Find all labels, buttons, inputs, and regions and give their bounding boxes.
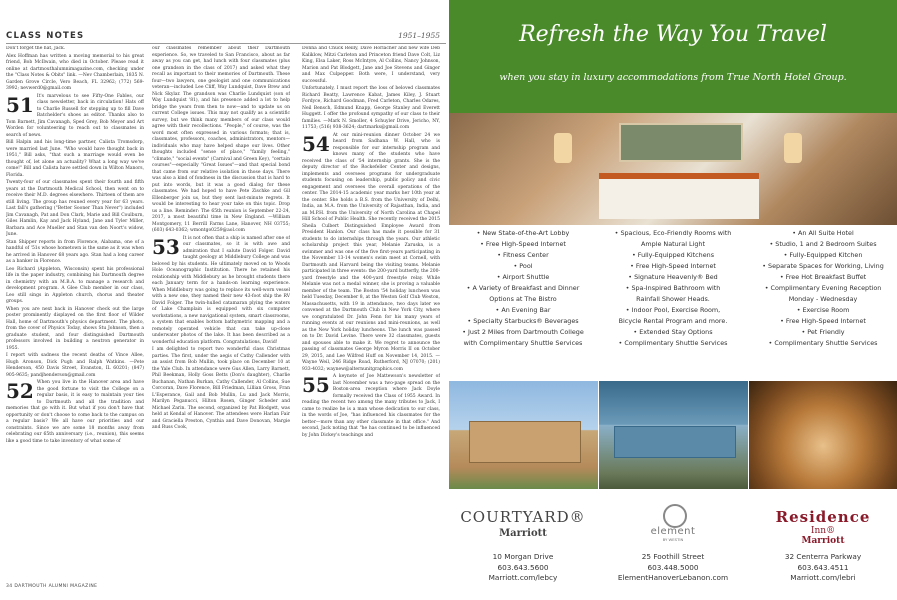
ad-subhead: when you stay in luxury accommodations from True North Hotel Group. <box>499 72 847 83</box>
courtyard-phone: 603.643.5600 <box>497 562 549 572</box>
amenity-line: • Separate Spaces for Working, Living <box>762 262 884 270</box>
amenity-line: Monday - Wednesday <box>788 295 858 303</box>
residence-inn-logo: Residence Inn® Marriott <box>775 508 871 546</box>
element-pool-photo <box>599 381 748 489</box>
amenity-line: • Fully-Equipped Kitchens <box>631 251 715 259</box>
element-phone: 603.448.5000 <box>647 562 699 572</box>
note-text: Alex Hoffman has written a moving memorial to his great friend, Bob McIlwain, who died in October. Please read it online at dartmouthalumnimagazine.com, checking under the "Class Notes & Obits" link. —Nev Chamberlain, 1835 N. Garden Grove Circle, Vero Beach, FL 32962; (772) 569-3992; nevwerd0@gmail.com <box>6 53 144 91</box>
amenity-line: • An Evening Bar <box>495 306 551 314</box>
note-paragraph <box>302 86 440 132</box>
element-mark-icon <box>663 504 687 528</box>
lamp-right <box>784 133 802 163</box>
notes-column-2 <box>152 46 290 581</box>
class-year-number: 52 <box>6 379 34 403</box>
amenity-line: • Spa-Inspired Bathroom with <box>625 284 721 292</box>
amenities-element <box>599 228 747 349</box>
amenities-residence-inn <box>749 228 897 349</box>
ad-banner <box>449 0 897 113</box>
note-text: I am delighted to report two wonderful class Christmas parties. The first, under the aegis of Cathy Callender with an assist from Bob Mullin, took place on December 10 at the Yale Club. In attendance were Gus Allen, Larry Barnett, Phil Beekman, Holly Goss Betts (Don's daughter), Charlie Buchanan, Nathan Burkan, Cathy Callender, Al Collins, Sue Corcoran, Dave Florence, Bill Friedman, Lillian Gross, Fran L'Esperance, Gail and Bob Mullin, Lu and Jack Morris, Marilyn Peganucci, Hilton Rosen, Ginger Scheder and Michael Zarin. The second, organized by Pat Blodgett, was held at Kendal of Hanover. The attendees were Harlan Fair and Graciella Preston, Cynthia and Dave Donovan, Margie and Russ Cook, <box>152 347 290 430</box>
section-title: CLASS NOTES <box>6 31 85 41</box>
amenity-line: • Fully-Equipped Kitchen <box>783 251 863 259</box>
note-paragraph <box>6 46 144 53</box>
note-paragraph <box>6 180 144 239</box>
residence-inn-contact <box>749 552 897 584</box>
note-paragraph <box>152 347 290 432</box>
note-paragraph <box>302 46 440 85</box>
class-entry <box>302 133 440 374</box>
amenity-line: • New State-of-the-Art Lobby <box>476 229 570 237</box>
note-text: Don't forget the hat, Jack. <box>6 46 66 51</box>
note-paragraph <box>6 267 144 306</box>
amenity-line: Options at The Bistro <box>489 295 557 303</box>
residence-inn-address: 32 Centerra Parkway <box>784 552 862 561</box>
residence-inn-phone: 603.643.4511 <box>797 562 849 572</box>
class-year-number: 51 <box>6 92 34 117</box>
note-text: Unfortunately, I must report the loss of beloved classmates Richard Beatty, Lawrence Kabat, James Kiley, J. Stuart Fordyce, Richard Goodman, Fred Carleton, Charles Odares, Neil Bensch, Edmund Knapp, George Stanley and Everett Huggett. I offer the profound sympathy of our class to their families. —Mark N. Smoller, 4 Schuyler Drive, Jericho, NY, 11753; (516) 938-3624; dartmarks@gmail.com <box>302 86 440 130</box>
notes-column-3 <box>302 46 440 581</box>
amenity-line: • Free High-Speed Internet <box>630 262 716 270</box>
note-paragraph <box>6 353 144 379</box>
note-text: Stan Shipper reports in from Florence, Alabama, one of a handful of '51s whose hometown is the same as it was when he arrived in Hanover 68 years ago. Stan had a long career as a banker in Florence. <box>6 239 144 264</box>
note-text: Twenty-four of our classmates spent their fourth and fifth years at the Dartmouth Medical School, then went on to receive their M.D. degrees elsewhere. Thirteen of them are still living. The group has reuned every year for 63 years. Last fall's gathering ("Better Sooner Than Never") included Jim Cavanagh, Pat and Don Clark, Marie and Bill Coulburn, Giles Hamlin, Kay and Jack Hyland, Jane and Tyler Miller, Barbara and Ace Mueller and Stan van den Noort's widow, June. <box>6 180 144 237</box>
note-text: At our mini-reunion dinner October 24 we heard from Sadhana W. Hall, who is responsible for our internship program and knows many of the students who have received the class of '54 internship grants. She is the deputy director of the Rockefeller Center and designs, implements and oversees programs for undergraduate students focusing on leadership, public policy and civic engagement and oversees the overall operations of the center. The 2014-15 academic year marks her 10th year at the center. She holds a B.S. from the University of Delhi, India, an M.A. from the University of Rajasthan, India, and an M.P.H. from the University of North Carolina at Chapel Hill School of Public Health. She recently received the 2015 Sheila Culbert Distinguished Employee Award from President Hanlon. Our class has made it possible for 31 students to do internships through the years. Our athletic scholarship project this year, Melanie Zaruska, is a swimmer and was one of the five first-years participating in the November 13-14 women's swim meet at Cornell, with Dartmouth and Harvard being the visiting teams. Melanie participated in three events: the 200-yard butterfly, the 200-yard freestyle and the 400-yard freestyle relay. While Melanie was not a medal winner, she is proving a valuable member of the team. The Boston '54 holiday luncheon was held Tuesday, December 8, at the Weston Golf Club Weston, Massachusetts, with 19 in attendance, two days later we convened at the Dartmouth Club in New York City, where we congratulated Dr. John Fenn for his many years of running events at our reunions and mini-reunions, as well as the New York holiday luncheons. The lunch was passed on to Dr. David Levine. There were 32 classmates, guests and spouses able to make it. We regret to announce the passing of classmates George Myron Morris II on October 29, 2015, and Lee Wilfred Huff on November 14, 2015. —Wayne Weil, 246 Ridge Road, Rutherford, NJ 07070; (201) 933-4032; waynew@alternunitgraphics.com <box>302 132 440 372</box>
amenities-courtyard <box>449 228 597 349</box>
amenity-line: • A Variety of Breakfast and Dinner <box>466 284 580 292</box>
amenity-line: • Exercise Room <box>796 306 850 314</box>
amenity-line: • Pet Friendly <box>801 328 845 336</box>
courtyard-contact <box>449 552 597 584</box>
amenity-line: • Airport Shuttle <box>496 273 550 281</box>
ad-headline: Refresh the Way You Travel <box>519 22 827 47</box>
note-text: our classmates remember about their Dartmouth experience. So, we traveled to San Francisco, about as far away as you can get, had lunch with four classmates (plus one grandson in the class of 2017) and asked what they recall as important to their memories of Dartmouth. These four—two lawyers, one geologist and one communications veteran—included Lee Cliff, Way Lundquist, Dave Brew and Nick Skylar. The grandson was Charlie Lundquist (son of Way Lundquist '81), and his presence added a lot to help bridge the years from then to now—and to update us on current College issues. This may not qualify as a scientific survey, but we think many members of our class would agree with their recollections. "People," of course, was the word most often expressed in various formats; that is, classmates, professors, coaches, administrators, mentors—individuals who may have helped shape our lives. Other thoughts included "sense of place," "family feeling," "climate," "social events" (Carnival and Green Key), "certain courses"—especially "Great Issues"—and that special bond that came from our relative isolation in those days. There was also a kind of fondness in the discussion that is hard to put into words, but it was a good dialog for these classmates. We had hoped to have Pete Zischke and Gil Ellenberger join us, but they sent last-minute regrets. It would be interesting to hear your take on this topic. Drop us a line. Reminder: The 65th reunion is September 22-24, 2017, a most beautiful time in New England. —William Montgomery, 11 Berrill Farms Lane, Hanover, NH 03755; (603) 643-0362; wmontgo0259@aol.com <box>152 46 290 233</box>
page-footer: 34 DARTMOUTH ALUMNI MAGAZINE <box>6 584 98 589</box>
amenity-line: • Fitness Center <box>497 251 549 259</box>
amenity-line: • Specialty Starbucks® Beverages <box>467 317 579 325</box>
note-text: When you are next back in Hanover check out the large poster prominently displayed on the first floor of Wilder Hall, home of Dartmouth's physics department. The photo, from the cover of Physics Today, shows Stu Johnson, then a graduate student, and four distinguished Dartmouth professors involved in building a neutron generator in 1955. <box>6 306 144 351</box>
note-paragraph <box>6 140 144 179</box>
class-entry <box>6 94 144 140</box>
courtyard-url[interactable]: Marriott.com/lebcy <box>488 573 558 582</box>
wall-art <box>619 123 743 162</box>
residence-inn-breakfast-photo <box>749 381 897 489</box>
amenity-line: Bicycle Rental Program and more. <box>618 317 728 325</box>
amenity-line: • Complimentary Shuttle Services <box>618 339 728 347</box>
amenity-line: • Free High-Speed Internet <box>780 317 866 325</box>
class-years: 1951–1955 <box>398 31 440 40</box>
element-url[interactable]: ElementHanoverLebanon.com <box>617 573 729 582</box>
amenity-line: • Signature Heavenly® Bed <box>628 273 718 281</box>
courtyard-logo: COURTYARD® Marriott <box>460 508 586 539</box>
note-paragraph <box>152 46 290 235</box>
note-text: Leo Richard (Appleton, Wisconsin) spent his professional life in the paper industry, combining his Dartmouth degree in chemistry with an M.B.A. to manage a research and development program. A Glee Club member in our class, Leo still sings in Appleton church, chorus and theater groups. <box>6 266 144 304</box>
bed <box>599 173 759 219</box>
class-entry <box>302 374 440 439</box>
note-text: It is not often that a ship is named after one of our classmates, so it is with awe and admiration that I salute David Folger. David taught geology at Middlebury College and was beloved by his students. He ultimately moved on to Woods Hole Oceanographic Institution. There he retained his relationship with Middlebury as he brought students there each January term for a hands-on learning experience. When Middlebury was going to replace its well-worn vessel with a new one, they named their new 43-foot ship the RV David Folger. The twin-hulled catamaran plying the waters of Lake Champlain is equipped with six computer workstations, a new navigational system, smart classrooms, a system that enables bottom bathymetric mapping and a remotely operated vehicle that can take up-close underwater photos of the lake. It has been described as a wonderful education platform. Congratulations, David! <box>152 235 290 345</box>
amenity-line: • Indoor Pool, Exercise Room, <box>625 306 721 314</box>
amenity-line: • Pool <box>513 262 533 270</box>
note-text: Donna and Chuck Reilly, Dave Horlacher and new wife Deb Kaliklow, Mitzi Carleton and Princeton friend Dave Colt, Liz King, Elsa Laker, Ross McIntyre, Al Collins, Nancy Johnson, Marion and Pat Blodgett, Jane and Joe Stevens and Ginger and Max Culpepper. Both were, I understand, very successful. <box>302 46 440 84</box>
class-year-number: 55 <box>302 373 330 397</box>
element-address: 25 Foothill Street <box>641 552 705 561</box>
amenity-line: Ample Natural Light <box>641 240 705 248</box>
amenity-line: • Studio, 1 and 2 Bedroom Suites <box>769 240 877 248</box>
residence-inn-url[interactable]: Marriott.com/lebri <box>790 573 856 582</box>
lamp-left <box>554 133 572 163</box>
note-text: I report with sadness the recent deaths of Vince Allee, Hugh Aronson, Dick Pugh and Ralph Watkins. —Pete Henderson, 450 Davis Street, Evanston, IL 60201; (847) 905-9635; pandjhenderson@gmail.com <box>6 353 144 378</box>
class-year-number: 54 <box>302 131 330 156</box>
courtyard-exterior-photo <box>449 381 598 489</box>
amenity-line: • Complimentary Evening Reception <box>764 284 882 292</box>
note-paragraph <box>6 307 144 353</box>
amenity-line: • Just 2 Miles from Dartmouth College <box>462 328 584 336</box>
element-contact <box>599 552 747 584</box>
page-header <box>6 31 446 44</box>
note-paragraph <box>6 240 144 266</box>
amenity-line: • An All Suite Hotel <box>792 229 854 237</box>
class-entry <box>6 380 144 445</box>
amenity-line: Rainfall Shower Heads. <box>636 295 710 303</box>
amenity-line: • Free High-Speed Internet <box>480 240 566 248</box>
amenity-line: • Extended Stay Options <box>633 328 713 336</box>
courtyard-address: 10 Morgan Drive <box>492 552 554 561</box>
class-entry <box>152 236 290 347</box>
notes-column-1 <box>6 46 144 581</box>
note-text: When you live in the Hanover area and have the good fortune to visit the College on a regular basis, it is easy to maintain your ties to Dartmouth and all the tradition and memories that go with it. But what if you don't have that opportunity or don't choose to come back to the campus on a regular basis? We all have our priorities and our constraints. Since we are some 18 months away from celebrating our 65th anniversary (i.e., reunion), this seems like a good time to take inventory of what some of <box>6 380 144 444</box>
hotel-room-photo <box>449 113 897 225</box>
note-text: Bill Halpin and his long-time partner, Calista Tromsdorp, were married last June. "Who would have thought back in 1951," Bill asks, "that such a marriage would even be thought of, let alone an actuality? What a long way we've come!" Bill and Calista have settled down in Wilton Manors, Florida. <box>6 140 144 178</box>
element-logo: element BY WESTIN <box>599 494 747 554</box>
note-text: A keynote of Joe Mattewson's newsletter of last November was a two-page spread on the Boston-area reception where Jack Doyle formally received the Class of 1955 Award. In reading the recent two among the many tributes to Jack, I came to realize he is a man whose dedication to our class, in the words of Joe, "has influenced his classmates for the better—more than any other classmate in that office." And second, Jack noting that "he has continued to be influenced by John Dickey's teachings and <box>302 374 440 438</box>
hotel-advertisement <box>449 0 897 600</box>
amenity-line: • Complimentary Shuttle Services <box>768 339 878 347</box>
class-year-number: 53 <box>152 234 180 259</box>
amenity-line: • Free Hot Breakfast Buffet <box>779 273 867 281</box>
note-text: It's marvelous to see Fifty-One Fables, our class newsletter, back in circulation! Hats off to Charlie Russell for stepping up to fill Dave Batchelder's shoes as editor. Thanks also to Tom Barnett, Jim Cavanagh, Sped Grey, Bob Meyer and Art Worden for volunteering to reach out to classmates in search of news. <box>6 93 144 138</box>
note-paragraph <box>6 54 144 93</box>
amenity-line: with Complimentary Shuttle Services <box>463 339 583 347</box>
amenity-line: • Spacious, Eco-Friendly Rooms with <box>614 229 732 237</box>
